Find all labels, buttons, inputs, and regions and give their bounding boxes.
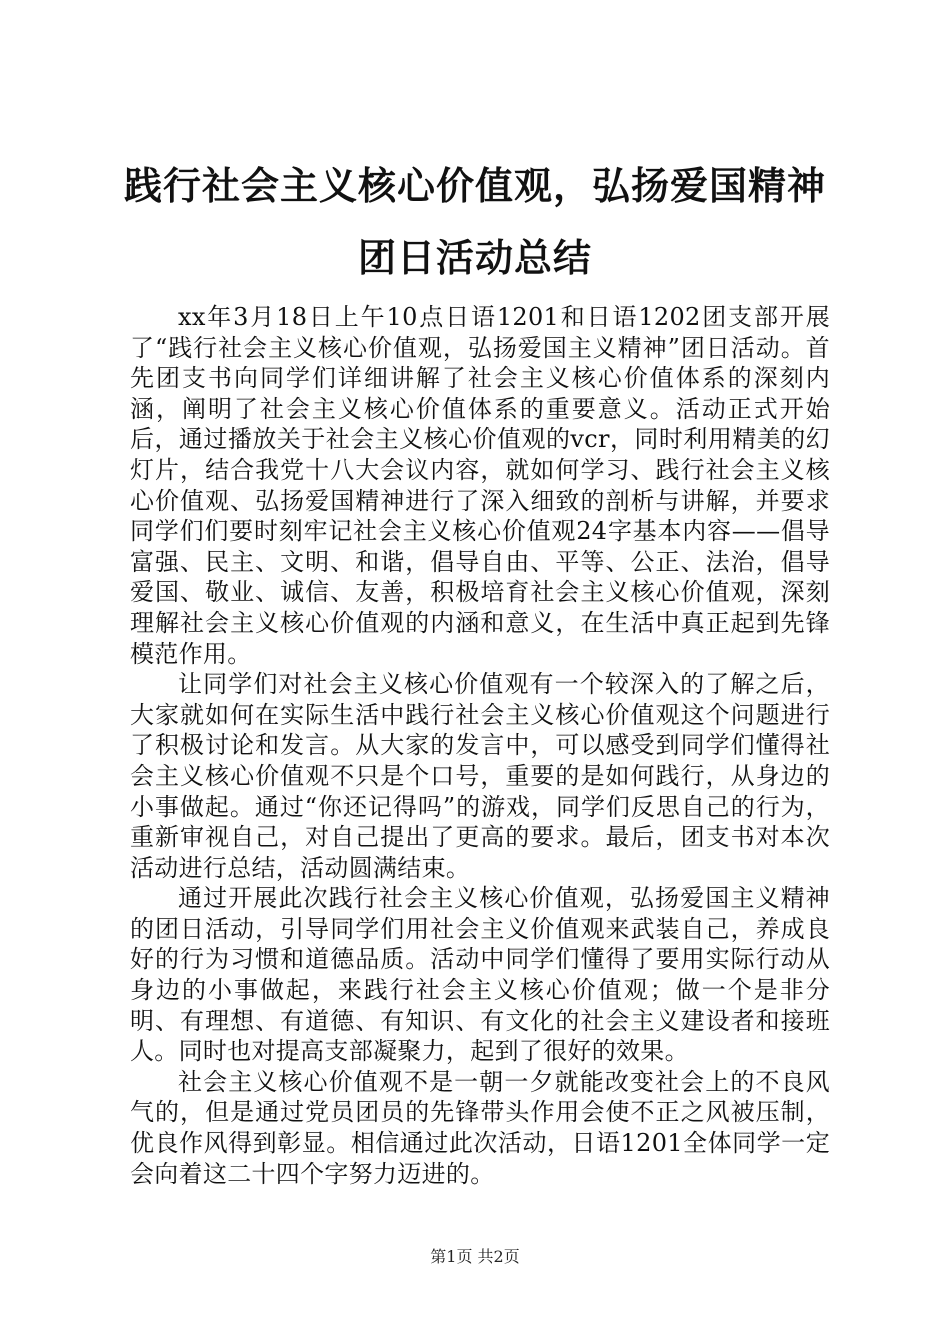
- paragraph-1: xx年3月18日上午10点日语1201和日语1202团支部开展了“践行社会主义核心价值观，弘扬爱国主义精神”团日活动。首先团支书向同学们详细讲解了社会主义核心价值体系的深刻内涵，阐明了社会主义核心价值体系的重要意义。活动正式开始后，通过播放关于社会主义核心价值观的vcr，同时利用精美的幻灯片，结合我党十八大会议内容，就如何学习、践行社会主义核心价值观、弘扬爱国精神进行了深入细致的剖析与讲解，并要求同学们们要时刻牢记社会主义核心价值观24字基本内容——倡导富强、民主、文明、和谐，倡导自由、平等、公正、法治，倡导爱国、敬业、诚信、友善，积极培育社会主义核心价值观，深刻理解社会主义核心价值观的内涵和意义，在生活中真正起到先锋模范作用。: [130, 303, 830, 668]
- paragraph-4: 社会主义核心价值观不是一朝一夕就能改变社会上的不良风气的，但是通过党员团员的先锋带头作用会使不正之风被压制，优良作风得到彰显。相信通过此次活动，日语1201全体同学一定会向着这二十四个字努力迈进的。: [130, 1067, 830, 1188]
- paragraph-3: 通过开展此次践行社会主义核心价值观，弘扬爱国主义精神的团日活动，引导同学们用社会主义价值观来武装自己，养成良好的行为习惯和道德品质。活动中同学们懂得了要用实际行动从身边的小事做起，来践行社会主义核心价值观；做一个是非分明、有理想、有道德、有知识、有文化的社会主义建设者和接班人。同时也对提高支部凝聚力，起到了很好的效果。: [130, 884, 830, 1066]
- document-body: [130, 302, 830, 1189]
- document-title: 践行社会主义核心价值观，弘扬爱国精神团日活动总结: [123, 164, 826, 280]
- paragraph-2: 让同学们对社会主义核心价值观有一个较深入的了解之后，大家就如何在实际生活中践行社会主义核心价值观这个问题进行了积极讨论和发言。从大家的发言中，可以感受到同学们懂得社会主义核心价值观不只是个口号，重要的是如何践行，从身边的小事做起。通过“你还记得吗”的游戏，同学们反思自己的行为，重新审视自己，对自己提出了更高的要求。最后，团支书对本次活动进行总结，活动圆满结束。: [130, 670, 830, 882]
- page-footer: 第1页 共2页: [430, 1247, 520, 1266]
